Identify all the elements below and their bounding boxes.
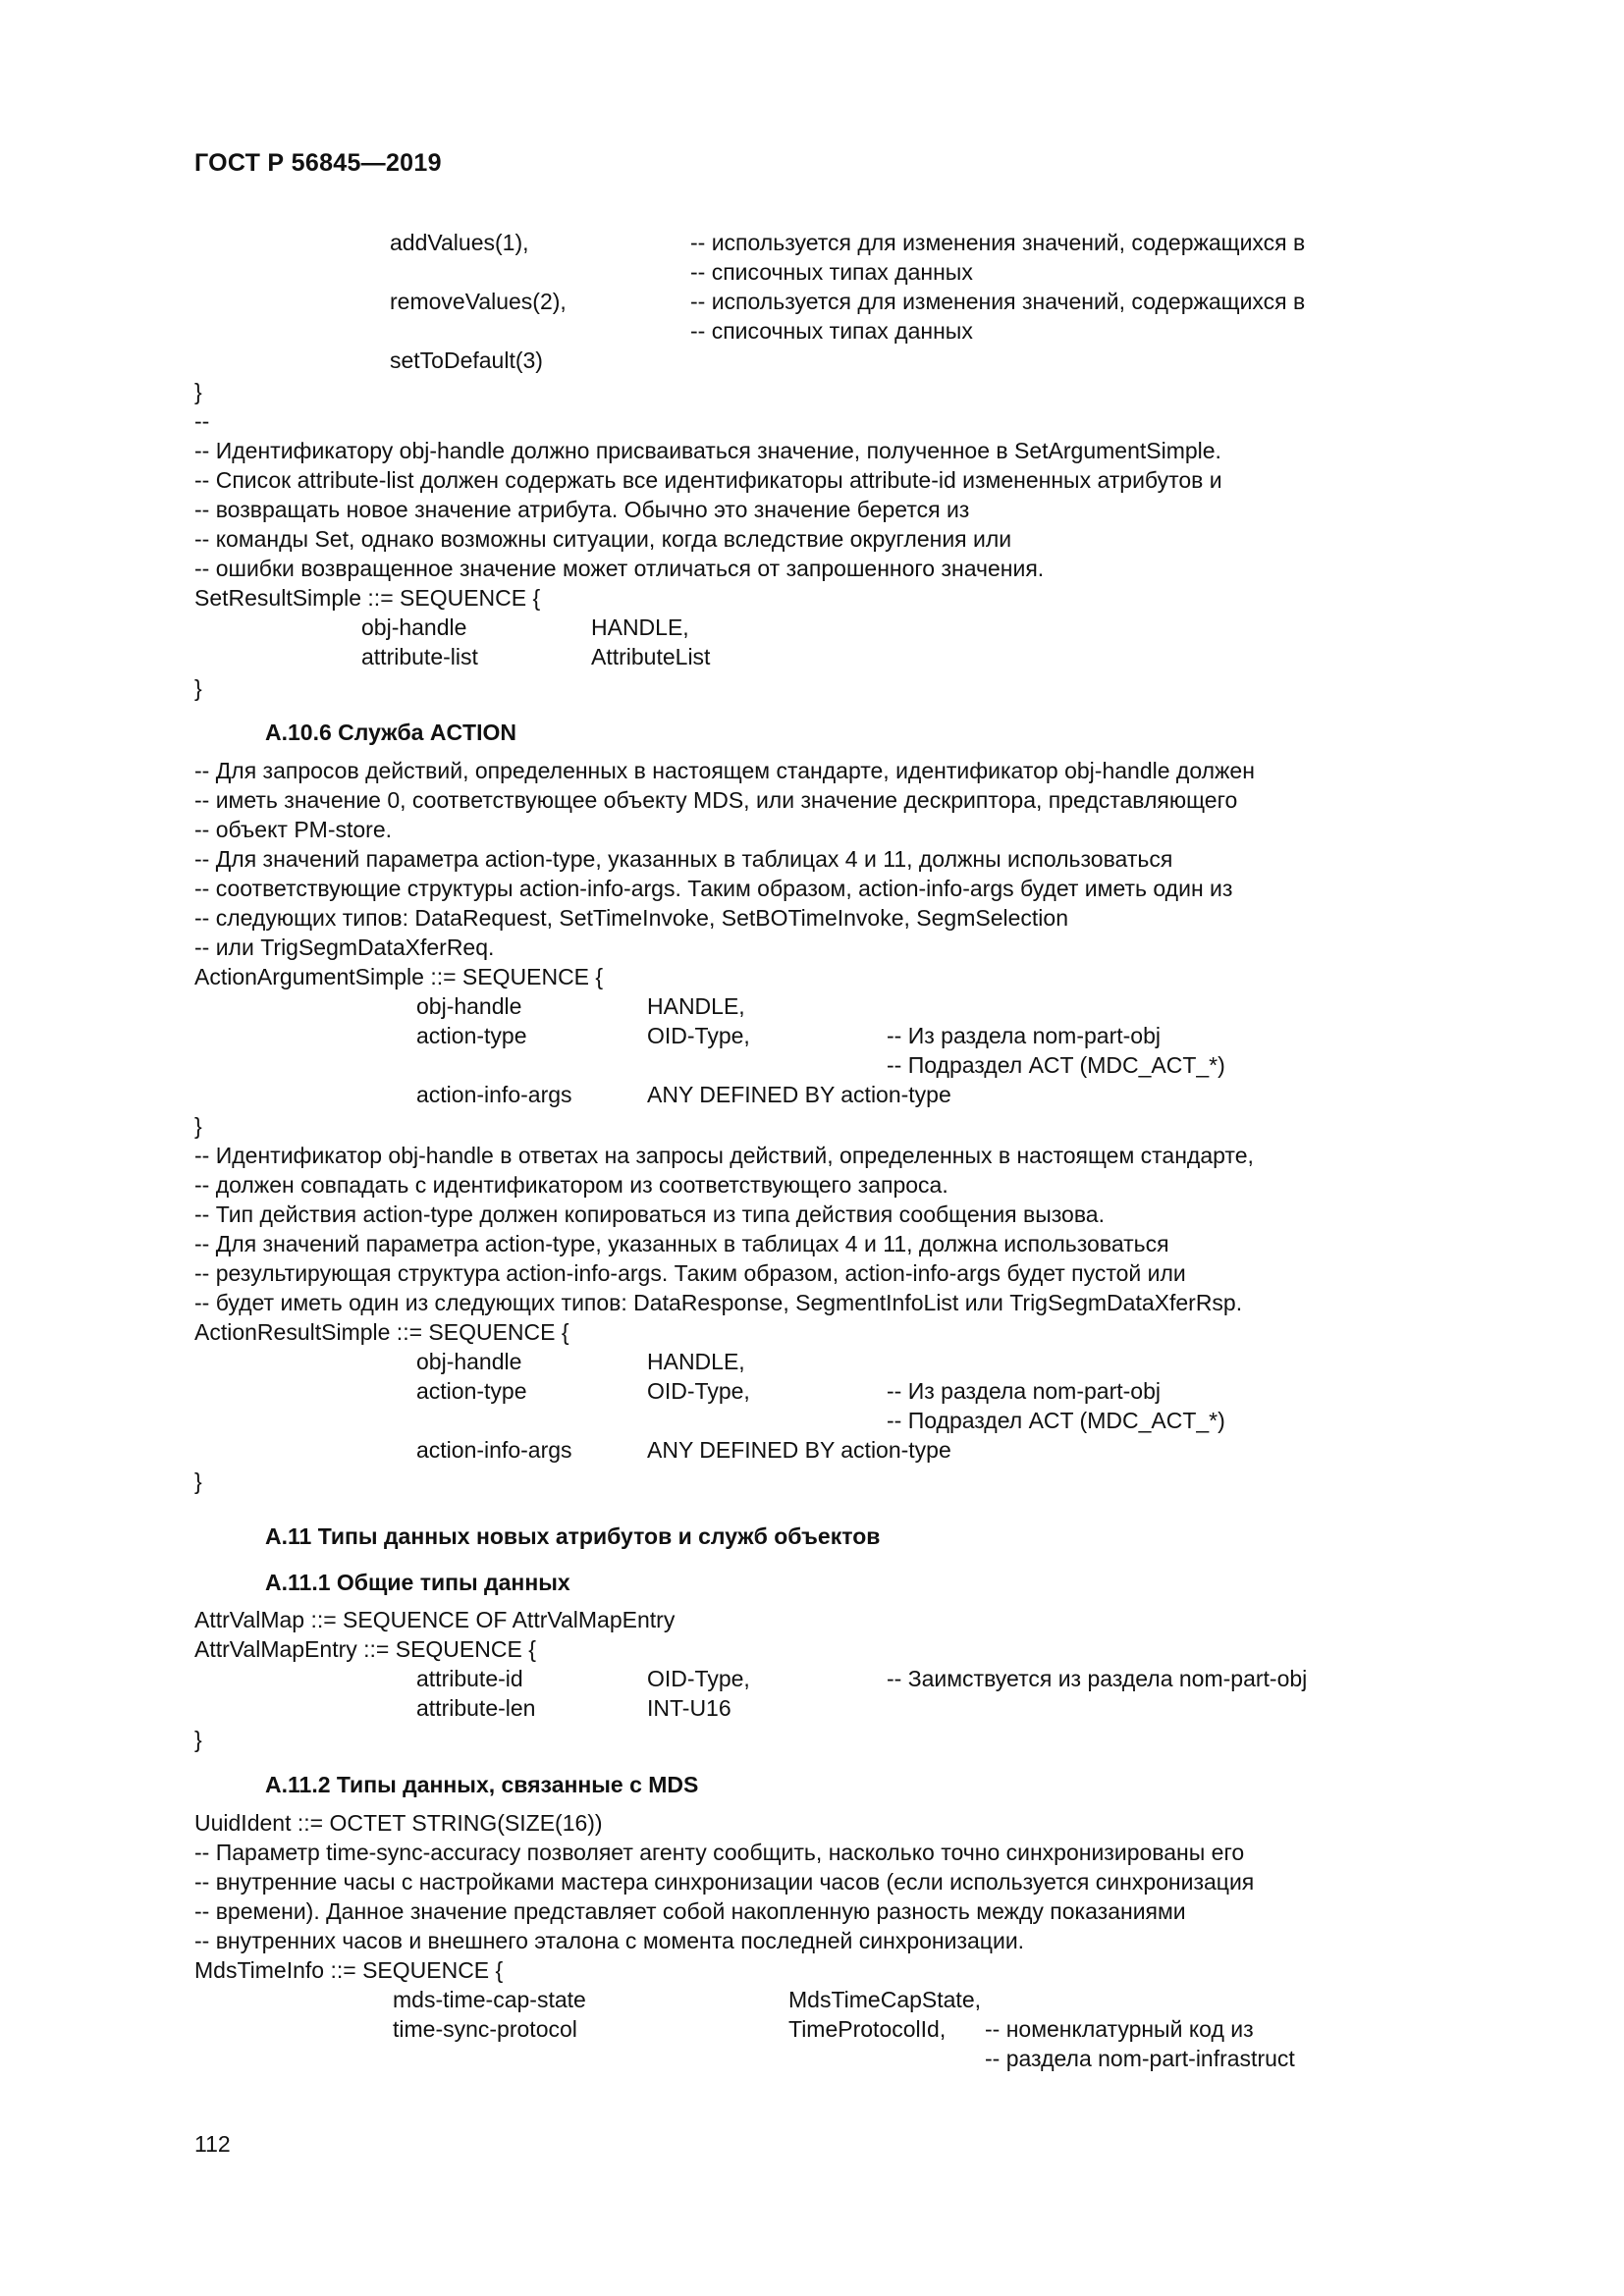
- subsection-heading: A.11.2 Типы данных, связанные с MDS: [265, 1772, 699, 1797]
- field-name: attribute-id: [416, 1666, 523, 1691]
- field-type: OID-Type,: [647, 1378, 750, 1404]
- enum-name: addValues(1),: [390, 230, 529, 255]
- field-type: INT-U16: [647, 1695, 731, 1721]
- comment-line: --: [194, 408, 210, 434]
- field-type: ANY DEFINED BY action-type: [647, 1082, 951, 1107]
- section-heading: A.11 Типы данных новых атрибутов и служб объектов: [265, 1523, 881, 1549]
- comment-line: -- объект PM-store.: [194, 817, 393, 842]
- type-declaration: AttrValMapEntry ::= SEQUENCE {: [194, 1636, 536, 1662]
- comment-line: -- результирующая структура action-info-args. Таким образом, action-info-args будет пустой или: [194, 1260, 1186, 1286]
- field-name: time-sync-protocol: [393, 2016, 577, 2042]
- field-type: ANY DEFINED BY action-type: [647, 1437, 951, 1463]
- close-brace: }: [194, 1468, 202, 1494]
- type-declaration: ActionArgumentSimple ::= SEQUENCE {: [194, 964, 604, 989]
- close-brace: }: [194, 1727, 202, 1752]
- field-comment: -- Из раздела nom-part-obj: [887, 1023, 1161, 1048]
- comment-line: -- Тип действия action-type должен копироваться из типа действия сообщения вызова.: [194, 1201, 1105, 1227]
- field-comment: -- раздела nom-part-infrastruct: [985, 2046, 1295, 2071]
- comment-line: -- Идентификатор obj-handle в ответах на запросы действий, определенных в настоящем стандарте,: [194, 1143, 1254, 1168]
- comment-line: -- времени). Данное значение представляет собой накопленную разность между показаниями: [194, 1898, 1186, 1924]
- comment-line: -- следующих типов: DataRequest, SetTimeInvoke, SetBOTimeInvoke, SegmSelection: [194, 905, 1068, 931]
- type-declaration: UuidIdent ::= OCTET STRING(SIZE(16)): [194, 1810, 603, 1836]
- comment-line: -- ошибки возвращенное значение может отличаться от запрошенного значения.: [194, 556, 1045, 581]
- field-comment: -- Подраздел ACT (MDC_ACT_*): [887, 1052, 1225, 1078]
- comment-line: -- команды Set, однако возможны ситуации, когда вследствие округления или: [194, 526, 1012, 552]
- section-heading: A.10.6 Служба ACTION: [265, 720, 516, 745]
- comment-line: -- Параметр time-sync-accuracy позволяет агенту сообщить, насколько точно синхронизированы его: [194, 1840, 1245, 1865]
- comment-line: -- внутренних часов и внешнего эталона с момента последней синхронизации.: [194, 1928, 1025, 1953]
- type-declaration: ActionResultSimple ::= SEQUENCE {: [194, 1319, 569, 1345]
- field-type: TimeProtocolId,: [788, 2016, 947, 2042]
- field-name: action-type: [416, 1023, 527, 1048]
- enum-comment: -- используется для изменения значений, содержащихся в: [690, 230, 1306, 255]
- enum-comment: -- используется для изменения значений, содержащихся в: [690, 289, 1306, 314]
- document-code-header: ГОСТ Р 56845—2019: [194, 149, 442, 177]
- comment-line: -- внутренние часы с настройками мастера синхронизации часов (если используется синхронизация: [194, 1869, 1255, 1895]
- comment-line: -- соответствующие структуры action-info-args. Таким образом, action-info-args будет иметь один из: [194, 876, 1233, 901]
- field-type: AttributeList: [591, 644, 711, 669]
- field-name: action-type: [416, 1378, 527, 1404]
- field-comment: -- номенклатурный код из: [985, 2016, 1254, 2042]
- field-type: HANDLE,: [647, 993, 745, 1019]
- comment-line: -- возвращать новое значение атрибута. Обычно это значение берется из: [194, 497, 970, 522]
- comment-line: -- Список attribute-list должен содержать все идентификаторы attribute-id измененных атрибутов и: [194, 467, 1222, 493]
- subsection-heading: A.11.1 Общие типы данных: [265, 1570, 570, 1595]
- comment-line: -- должен совпадать с идентификатором из соответствующего запроса.: [194, 1172, 948, 1198]
- comment-line: -- Идентификатору obj-handle должно присваиваться значение, полученное в SetArgumentSimple.: [194, 438, 1221, 463]
- field-comment: -- Заимствуется из раздела nom-part-obj: [887, 1666, 1308, 1691]
- comment-line: -- или TrigSegmDataXferReq.: [194, 934, 495, 960]
- comment-line: -- будет иметь один из следующих типов: DataResponse, SegmentInfoList или TrigSegmDataXferRsp.: [194, 1290, 1243, 1315]
- close-brace: }: [194, 1113, 202, 1139]
- field-name: action-info-args: [416, 1082, 572, 1107]
- field-name: obj-handle: [416, 1349, 522, 1374]
- type-declaration: SetResultSimple ::= SEQUENCE {: [194, 585, 541, 611]
- enum-name: setToDefault(3): [390, 347, 543, 373]
- field-type: OID-Type,: [647, 1666, 750, 1691]
- field-comment: -- Подраздел ACT (MDC_ACT_*): [887, 1408, 1225, 1433]
- close-brace: }: [194, 675, 202, 701]
- field-type: HANDLE,: [647, 1349, 745, 1374]
- field-name: action-info-args: [416, 1437, 572, 1463]
- field-name: obj-handle: [361, 614, 467, 640]
- enum-name: removeValues(2),: [390, 289, 567, 314]
- field-type: HANDLE,: [591, 614, 689, 640]
- page-number: 112: [194, 2131, 231, 2157]
- enum-comment: -- списочных типах данных: [690, 259, 973, 285]
- comment-line: -- Для значений параметра action-type, указанных в таблицах 4 и 11, должны использоваться: [194, 846, 1173, 872]
- comment-line: -- Для запросов действий, определенных в настоящем стандарте, идентификатор obj-handle должен: [194, 758, 1255, 783]
- field-name: mds-time-cap-state: [393, 1987, 586, 2012]
- close-brace: }: [194, 379, 202, 404]
- type-declaration: AttrValMap ::= SEQUENCE OF AttrValMapEntry: [194, 1607, 676, 1632]
- field-comment: -- Из раздела nom-part-obj: [887, 1378, 1161, 1404]
- field-name: attribute-list: [361, 644, 478, 669]
- field-type: MdsTimeCapState,: [788, 1987, 981, 2012]
- type-declaration: MdsTimeInfo ::= SEQUENCE {: [194, 1957, 504, 1983]
- comment-line: -- иметь значение 0, соответствующее объекту MDS, или значение дескриптора, представляющего: [194, 787, 1238, 813]
- field-type: OID-Type,: [647, 1023, 750, 1048]
- enum-comment: -- списочных типах данных: [690, 318, 973, 344]
- comment-line: -- Для значений параметра action-type, указанных в таблицах 4 и 11, должна использоваться: [194, 1231, 1169, 1256]
- field-name: attribute-len: [416, 1695, 536, 1721]
- field-name: obj-handle: [416, 993, 522, 1019]
